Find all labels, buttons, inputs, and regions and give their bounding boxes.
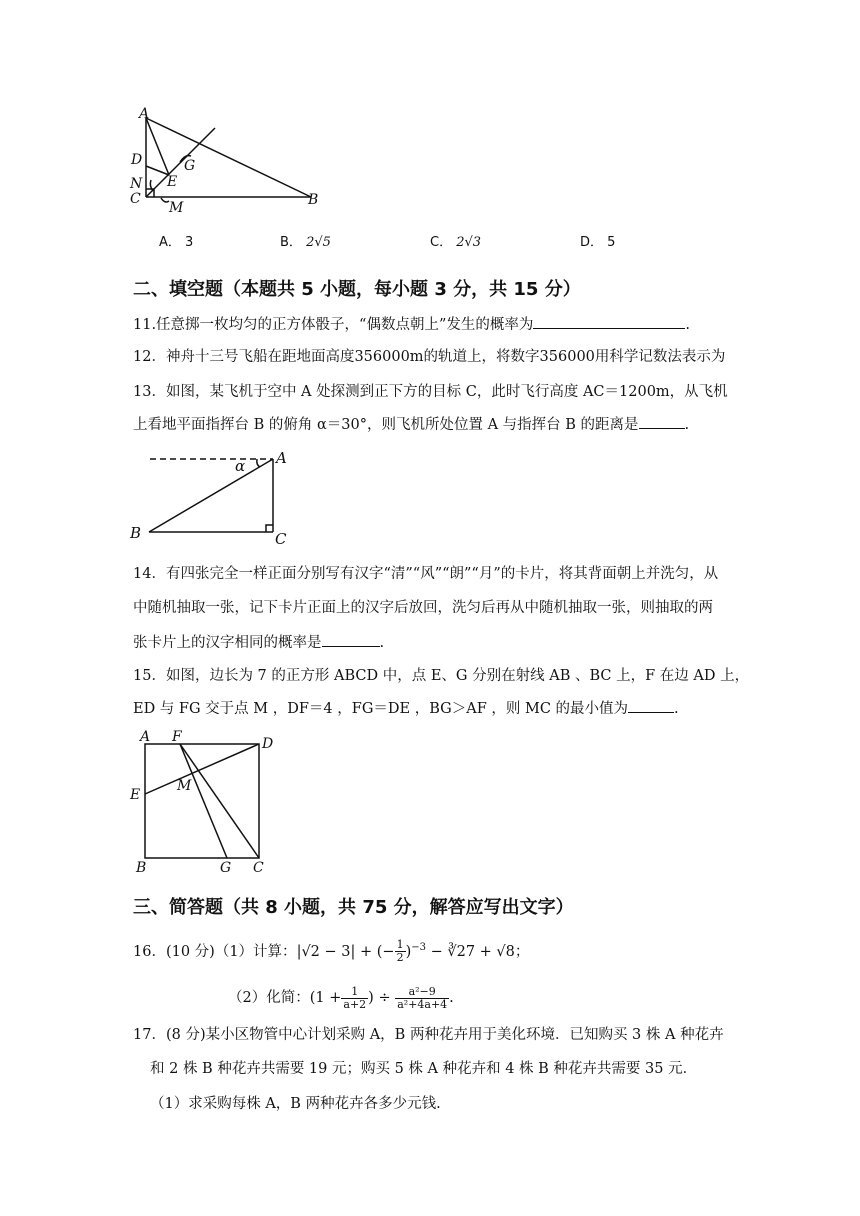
fraction: $\frac{1}{2}$ xyxy=(396,938,404,965)
section-3-title: 三、简答题（共 8 小题，共 75 分，解答应写出文字） xyxy=(133,897,574,918)
figure-1-label: B xyxy=(308,192,319,208)
answer-blank xyxy=(639,414,685,429)
question-17-line-2: 和 2 株 B 种花卉共需要 19 元；购买 5 株 A 种花卉和 4 株 B 种花卉共需要 35 元． xyxy=(150,1061,698,1077)
figure-1-label: N xyxy=(130,176,143,192)
figure-1-label: E xyxy=(167,174,178,190)
answer-blank xyxy=(628,698,674,713)
figure-2-label: α xyxy=(235,457,246,475)
figure-2-label: B xyxy=(130,524,142,542)
question-15-line-1: 15．如图，边长为 7 的正方形 ABCD 中，点 E、G 分别在射线 AB 、BC 上，F 在边 AD 上， xyxy=(133,668,750,684)
question-15-line-2: ED 与 FG 交于点 M ，DF＝4 ，FG＝DE ，BG＞AF ，则 MC 的最小值为 . xyxy=(133,698,679,719)
answer-blank xyxy=(533,314,685,329)
figure-1-label: M xyxy=(169,200,184,215)
fraction: $\frac{1}{a+2}$ xyxy=(343,984,367,1011)
section-2-title: 二、填空题（本题共 5 小题，每小题 3 分，共 15 分） xyxy=(133,279,581,300)
question-13-line-2: 上看地平面指挥台 B 的俯角 α＝30°，则飞机所处位置 A 与指挥台 B 的距离是 . xyxy=(133,414,689,435)
question-14-line-2: 中随机抽取一张，记下卡片正面上的汉字后放回，洗匀后再从中随机抽取一张，则抽取的两 xyxy=(133,600,713,616)
question-13-line-1: 13．如图，某飞机于空中 A 处探测到正下方的目标 C，此时飞行高度 AC＝1200m，从飞机 xyxy=(133,384,728,400)
figure-3-label: D xyxy=(262,736,274,752)
figure-1-label: C xyxy=(130,191,141,207)
question-14-line-3: 张卡片上的汉字相同的概率是 . xyxy=(133,632,384,653)
question-14-line-1: 14．有四张完全一样正面分别写有汉字“清”“风”“朗”“月”的卡片，将其背面朝上并洗匀，从 xyxy=(133,566,719,582)
option-d: D． 5 xyxy=(580,235,616,250)
question-12: 12．神舟十三号飞船在距地面高度356000m的轨道上，将数字356000用科学记数法表示为 xyxy=(133,349,726,365)
question-16-part-1: 16．(10 分)（1）计算：|√2 − 3| + (− $\frac{1}{2}$ )$^{-3}$ − ∛27 + √8； xyxy=(133,938,530,965)
figure-1-triangle xyxy=(125,100,330,215)
option-a: A． 3 xyxy=(159,235,194,250)
fraction: $\frac{\text{a²−9}}{\text{a²+4a+4}}$ xyxy=(397,984,448,1011)
figure-3-label: C xyxy=(253,860,264,876)
figure-1-label: D xyxy=(131,152,143,168)
option-c: C． 2√3 xyxy=(430,235,482,250)
figure-3-label: M xyxy=(177,778,192,794)
figure-3-square xyxy=(125,726,285,876)
figure-3-label: F xyxy=(172,729,182,745)
figure-3-label: B xyxy=(136,860,147,876)
figure-1-label: A xyxy=(139,106,150,122)
question-17-line-1: 17．(8 分)某小区物管中心计划采购 A，B 两种花卉用于美化环境．已知购买 3 株 A 种花卉 xyxy=(133,1027,724,1043)
option-b: B． 2√5 xyxy=(280,235,331,250)
figure-3-label: E xyxy=(130,787,141,803)
question-11: 11.任意掷一枚均匀的正方体骰子，“偶数点朝上”发生的概率为 . xyxy=(133,314,690,335)
figure-3-label: G xyxy=(220,860,232,876)
figure-1-label: G xyxy=(184,158,196,174)
question-17-line-3: （1）求采购每株 A，B 两种花卉各多少元钱. xyxy=(150,1096,441,1112)
figure-3-label: A xyxy=(140,729,151,745)
figure-2-triangle xyxy=(125,446,300,548)
figure-2-label: C xyxy=(275,530,287,548)
question-16-part-2: （2）化简：(1 + $\frac{1}{a+2}$ ) ÷ $\frac{\text{a²−9}}{\text{a²+4a+4}}$ . xyxy=(228,984,454,1011)
figure-2-label: A xyxy=(276,449,287,467)
answer-blank xyxy=(322,632,380,647)
